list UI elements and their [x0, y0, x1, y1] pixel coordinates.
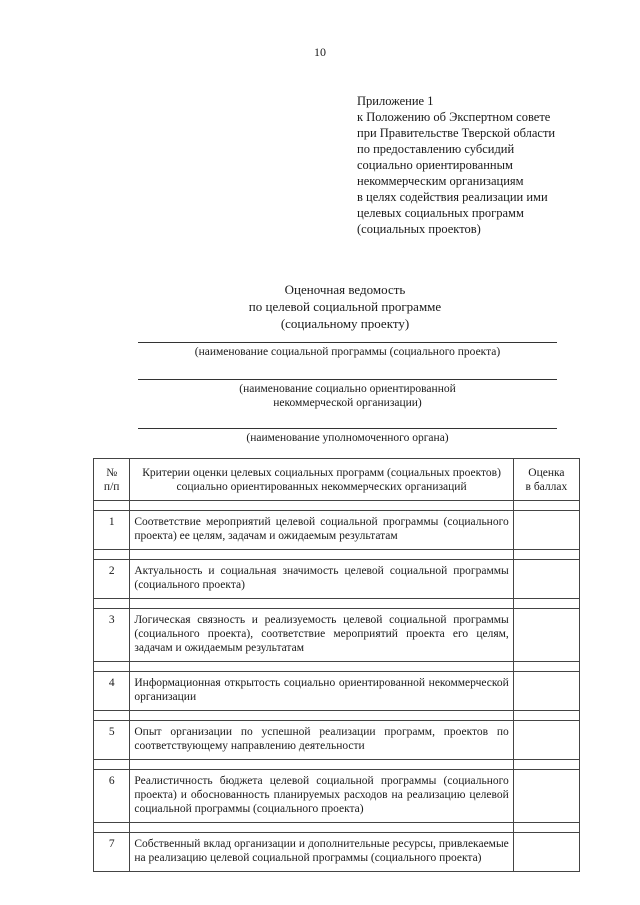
table-row	[94, 672, 580, 711]
header-score-line1: Оценка	[528, 467, 565, 479]
table-row	[94, 609, 580, 662]
row-number: 4	[94, 672, 130, 711]
appendix-line: (социальных проектов)	[357, 222, 481, 236]
row-score-cell[interactable]	[513, 560, 579, 599]
fill-in-line	[138, 342, 557, 343]
row-number: 2	[94, 560, 130, 599]
table-header-row	[94, 459, 580, 501]
appendix-line: к Положению об Экспертном совете	[357, 110, 551, 124]
header-number	[94, 459, 130, 501]
row-spacer	[94, 823, 580, 833]
fill-in-line	[138, 428, 557, 429]
row-score-cell[interactable]	[513, 609, 579, 662]
row-score-cell[interactable]	[513, 770, 579, 823]
authority-name-caption: (наименование уполномоченного органа)	[246, 432, 449, 444]
row-spacer	[94, 501, 580, 511]
table-row	[94, 560, 580, 599]
appendix-line: некоммерческим организациям	[357, 174, 524, 188]
row-spacer	[94, 599, 580, 609]
title-line: Оценочная ведомость	[284, 282, 406, 297]
row-criterion: Соответствие мероприятий целевой социальной программы (социального проекта) ее целям, задачам и ожидаемым результатам	[130, 511, 513, 550]
row-score-cell[interactable]	[513, 721, 579, 760]
fill-in-line	[138, 379, 557, 380]
appendix-line: в целях содействия реализации ими	[357, 190, 548, 204]
row-criterion: Актуальность и социальная значимость целевой социальной программы (социального проекта)	[130, 560, 513, 599]
appendix-line: Приложение 1	[357, 94, 434, 108]
appendix-line: целевых социальных программ	[357, 206, 524, 220]
row-spacer	[94, 662, 580, 672]
organization-name-caption-2: некоммерческой организации)	[273, 397, 422, 409]
title-line: (социальному проекту)	[280, 316, 410, 331]
row-number: 1	[94, 511, 130, 550]
row-spacer	[94, 760, 580, 770]
appendix-line: социально ориентированным	[357, 158, 513, 172]
row-criterion: Логическая связность и реализуемость целевой социальной программы (социального проекта), соответствие мероприятий проекта его целям, задачам и ожидаемым результатам	[130, 609, 513, 662]
program-name-field	[138, 342, 557, 359]
table-row	[94, 511, 580, 550]
document-title	[0, 281, 640, 332]
header-criteria: Критерии оценки целевых социальных программ (социальных проектов) социально ориентированных некоммерческих организаций	[130, 459, 513, 501]
header-number-abbr: п/п	[103, 481, 120, 493]
table-row	[94, 833, 580, 872]
row-criterion: Собственный вклад организации и дополнительные ресурсы, привлекаемые на реализацию целевой социальной программы (социального проекта)	[130, 833, 513, 872]
authority-name-field	[138, 428, 557, 445]
row-number: 3	[94, 609, 130, 662]
header-number-sign: №	[106, 467, 118, 479]
program-name-caption: (наименование социальной программы (социального проекта)	[194, 346, 501, 358]
row-criterion: Реалистичность бюджета целевой социальной программы (социального проекта) и обоснованность планируемых расходов на реализацию целевой социальной программы (социального проекта)	[130, 770, 513, 823]
row-spacer	[94, 711, 580, 721]
table-row	[94, 721, 580, 760]
organization-name-caption-1: (наименование социально ориентированной	[239, 383, 456, 395]
row-spacer	[94, 550, 580, 560]
row-number: 6	[94, 770, 130, 823]
row-criterion: Информационная открытость социально ориентированной некоммерческой организации	[130, 672, 513, 711]
row-number: 5	[94, 721, 130, 760]
appendix-line: при Правительстве Тверской области	[357, 126, 556, 140]
page-number: 10	[314, 45, 326, 59]
row-score-cell[interactable]	[513, 672, 579, 711]
appendix-header	[357, 93, 627, 237]
table-row	[94, 770, 580, 823]
header-score-line2: в баллах	[525, 481, 568, 493]
row-number: 7	[94, 833, 130, 872]
evaluation-table	[93, 458, 580, 872]
row-criterion: Опыт организации по успешной реализации программ, проектов по соответствующему направлению деятельности	[130, 721, 513, 760]
row-score-cell[interactable]	[513, 511, 579, 550]
title-line: по целевой социальной программе	[248, 299, 442, 314]
appendix-line: по предоставлению субсидий	[357, 142, 515, 156]
row-score-cell[interactable]	[513, 833, 579, 872]
header-score	[513, 459, 579, 501]
organization-name-field	[138, 379, 557, 410]
